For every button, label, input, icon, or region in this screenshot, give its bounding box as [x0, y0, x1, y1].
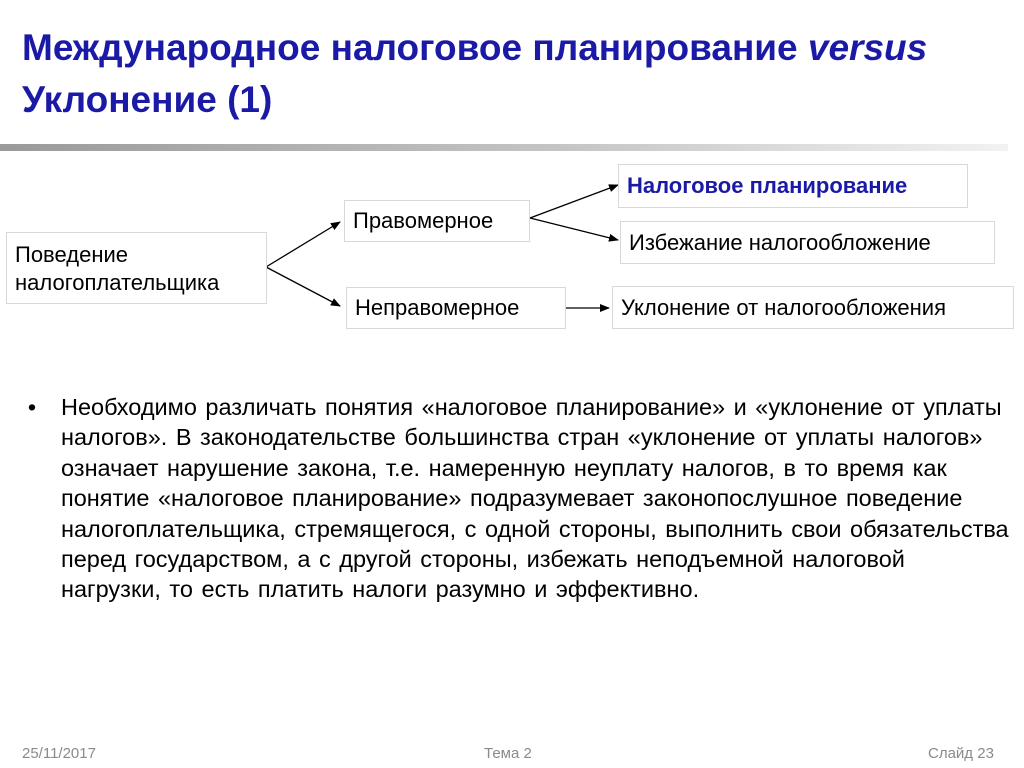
bullet-text: Необходимо различать понятия «налоговое планирование» и «уклонение от уплаты налогов». В законодательстве большинства стран «уклонение от уплаты налогов» означает нарушение закона, т.е. намеренную неуплату налогов, в то время как понятие «налоговое планирование» подразумевает законопослушное поведение налогоплательщика, стремящегося, с одной стороны, выполнить свои обязательства перед государством, а с другой стороны, избежать неподъемной налоговой нагрузки, то есть платить налоги разумно и эффективно. [61, 394, 1009, 603]
tax-evasion-box: Уклонение от налогообложения [612, 286, 1014, 329]
taxpayer-behavior-line1: Поведение [15, 242, 128, 267]
arrow-lawful-to-planning [530, 185, 618, 218]
unlawful-box: Неправомерное [346, 287, 566, 329]
arrow-root-to-unlawful [266, 267, 340, 306]
taxpayer-behavior-box [6, 232, 267, 304]
slide-title [22, 22, 982, 126]
tax-avoidance-box: Избежание налогообложение [620, 221, 995, 264]
slide-title-part2: Уклонение (1) [22, 79, 273, 120]
footer-date: 25/11/2017 [22, 745, 96, 762]
slide-title-part1: Международное налоговое планирование [22, 27, 808, 68]
slide-title-italic: versus [807, 27, 928, 68]
bullet-paragraph [22, 392, 1012, 605]
title-divider [0, 144, 1008, 151]
bullet-marker: • [27, 394, 37, 420]
footer-topic: Тема 2 [484, 745, 532, 762]
lawful-box: Правомерное [344, 200, 530, 242]
footer-slide-number: Слайд 23 [928, 745, 994, 762]
taxpayer-behavior-line2: налогоплательщика [15, 270, 220, 295]
arrow-root-to-lawful [266, 222, 340, 267]
tax-planning-box: Налоговое планирование [618, 164, 968, 208]
arrow-lawful-to-avoidance [530, 218, 618, 240]
